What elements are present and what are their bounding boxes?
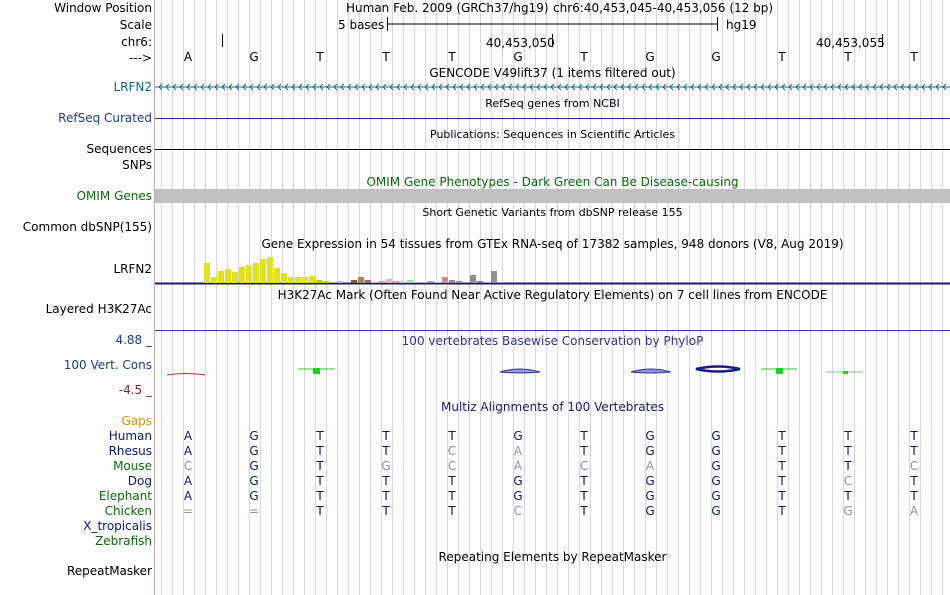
alignment-base: A <box>645 459 655 473</box>
reference-base: T <box>448 50 456 64</box>
repeatmasker-label[interactable]: RepeatMasker <box>66 564 152 578</box>
snps-label[interactable]: SNPs <box>122 158 152 172</box>
dbsnp-track-title[interactable]: Short Genetic Variants from dbSNP release 155 <box>422 206 683 219</box>
alignment-base: C <box>447 459 457 473</box>
publications-track-title[interactable]: Publications: Sequences in Scientific Articles <box>430 128 675 141</box>
window-position-label: Window Position <box>54 1 152 15</box>
h3k27ac-label[interactable]: Layered H3K27Ac <box>45 302 152 316</box>
alignment-base: C <box>909 459 919 473</box>
alignment-base: A <box>513 459 523 473</box>
omim-track-title[interactable]: OMIM Gene Phenotypes - Dark Green Can Be Disease-causing <box>366 175 739 189</box>
alignment-base: T <box>316 504 324 518</box>
species-rhesus-label[interactable]: Rhesus <box>108 444 152 458</box>
species-xtropicalis-label[interactable]: X_tropicalis <box>83 519 152 533</box>
alignment-base: T <box>778 474 786 488</box>
alignment-base: T <box>844 459 852 473</box>
alignment-base: T <box>910 474 918 488</box>
species-zebrafish-label[interactable]: Zebrafish <box>95 534 152 548</box>
alignment-base: T <box>844 489 852 503</box>
alignment-base: G <box>711 444 721 458</box>
scale-db-label: hg19 <box>726 18 757 32</box>
alignment-base: G <box>249 459 259 473</box>
alignment-base: G <box>645 489 655 503</box>
alignment-base: T <box>382 474 390 488</box>
alignment-base: T <box>580 489 588 503</box>
alignment-base: G <box>249 444 259 458</box>
reference-base: G <box>513 50 523 64</box>
alignment-base: G <box>711 459 721 473</box>
alignment-base: T <box>844 429 852 443</box>
alignment-base: G <box>711 429 721 443</box>
alignment-base: T <box>844 444 852 458</box>
alignment-base: T <box>448 429 456 443</box>
alignment-base: T <box>580 474 588 488</box>
alignment-base: = <box>182 504 194 518</box>
alignment-base: T <box>580 504 588 518</box>
alignment-base: T <box>382 504 390 518</box>
alignment-base: T <box>448 474 456 488</box>
gaps-label[interactable]: Gaps <box>121 414 152 428</box>
alignment-base: A <box>909 504 919 518</box>
alignment-base: A <box>513 444 523 458</box>
alignment-base: T <box>778 504 786 518</box>
alignment-base: T <box>778 429 786 443</box>
reference-base: A <box>183 50 193 64</box>
phylop-max-label: 4.88 _ <box>115 333 152 347</box>
alignment-base: C <box>447 444 457 458</box>
gencode-track-title[interactable]: GENCODE V49lift37 (1 items filtered out) <box>429 66 676 80</box>
alignment-base: T <box>382 444 390 458</box>
alignment-base: T <box>580 429 588 443</box>
scale-bar-label: 5 bases <box>338 18 385 32</box>
alignment-base: C <box>183 459 193 473</box>
alignment-base: T <box>316 444 324 458</box>
alignment-base: G <box>645 474 655 488</box>
refseq-track-title[interactable]: RefSeq genes from NCBI <box>485 97 620 110</box>
species-human-label[interactable]: Human <box>108 429 152 443</box>
alignment-base: C <box>513 504 523 518</box>
repeatmasker-track-title[interactable]: Repeating Elements by RepeatMasker <box>438 550 667 564</box>
alignment-base: G <box>513 474 523 488</box>
alignment-base: T <box>778 489 786 503</box>
multiz-track-title[interactable]: Multiz Alignments of 100 Vertebrates <box>440 400 665 414</box>
position-text: chr6:40,453,045-40,453,056 (12 bp) <box>553 1 774 15</box>
phylop-signal[interactable] <box>155 0 950 400</box>
h3k27ac-track-title[interactable]: H3K27Ac Mark (Often Found Near Active Regulatory Elements) on 7 cell lines from ENCODE <box>277 288 828 302</box>
alignment-base: G <box>381 459 391 473</box>
alignment-base: G <box>645 429 655 443</box>
alignment-base: G <box>249 429 259 443</box>
alignment-base: T <box>910 489 918 503</box>
refseq-curated-label[interactable]: RefSeq Curated <box>58 111 152 125</box>
track-area[interactable] <box>155 0 950 595</box>
alignment-base: G <box>513 489 523 503</box>
species-elephant-label[interactable]: Elephant <box>98 489 152 503</box>
gencode-gene-label[interactable]: LRFN2 <box>113 80 152 94</box>
coordinate-tick-2: 40,453,055 <box>816 36 885 50</box>
chromosome-label: chr6: <box>121 35 152 49</box>
alignment-base: C <box>579 459 589 473</box>
species-mouse-label[interactable]: Mouse <box>113 459 152 473</box>
reference-base: T <box>316 50 324 64</box>
alignment-base: T <box>382 489 390 503</box>
reference-base: T <box>844 50 852 64</box>
alignment-base: G <box>513 429 523 443</box>
gtex-gene-label[interactable]: LRFN2 <box>113 262 152 276</box>
alignment-base: T <box>448 489 456 503</box>
alignment-base: T <box>778 444 786 458</box>
alignment-base: T <box>778 459 786 473</box>
reference-base: T <box>382 50 390 64</box>
phylop-track-title[interactable]: 100 vertebrates Basewise Conservation by PhyloP <box>401 334 704 348</box>
alignment-base: A <box>183 444 193 458</box>
strand-arrow-label: ---> <box>128 51 152 65</box>
reference-base: T <box>580 50 588 64</box>
alignment-base: T <box>316 459 324 473</box>
alignment-base: T <box>910 429 918 443</box>
alignment-base: T <box>448 504 456 518</box>
reference-base: T <box>778 50 786 64</box>
alignment-base: G <box>711 504 721 518</box>
alignment-base: T <box>580 444 588 458</box>
alignment-base: G <box>645 504 655 518</box>
alignment-base: C <box>843 474 853 488</box>
track-labels-panel <box>0 0 154 595</box>
coordinate-tick-1: 40,453,050 <box>486 36 555 50</box>
species-dog-label[interactable]: Dog <box>127 474 152 488</box>
assembly-text: Human Feb. 2009 (GRCh37/hg19) <box>346 1 549 15</box>
alignment-base: G <box>249 474 259 488</box>
alignment-base: G <box>645 444 655 458</box>
alignment-base: T <box>910 444 918 458</box>
alignment-base: G <box>843 504 853 518</box>
vert-cons-label[interactable]: 100 Vert. Cons <box>63 358 152 372</box>
gtex-track-title[interactable]: Gene Expression in 54 tissues from GTEx RNA-seq of 17382 samples, 948 donors (V8, Aug 2019) <box>261 237 844 251</box>
scale-label: Scale <box>119 18 152 32</box>
reference-base: T <box>910 50 918 64</box>
alignment-base: = <box>248 504 260 518</box>
sequences-label[interactable]: Sequences <box>86 142 152 156</box>
phylop-min-label: -4.5 _ <box>118 383 152 397</box>
alignment-base: A <box>183 474 193 488</box>
alignment-base: T <box>316 429 324 443</box>
reference-base: G <box>711 50 721 64</box>
species-chicken-label[interactable]: Chicken <box>104 504 152 518</box>
alignment-base: G <box>249 489 259 503</box>
alignment-base: G <box>711 474 721 488</box>
alignment-base: T <box>316 474 324 488</box>
reference-base: G <box>645 50 655 64</box>
alignment-base: T <box>316 489 324 503</box>
alignment-base: A <box>183 429 193 443</box>
alignment-base: A <box>183 489 193 503</box>
omim-genes-label[interactable]: OMIM Genes <box>76 189 152 203</box>
alignment-base: T <box>382 429 390 443</box>
common-dbsnp-label[interactable]: Common dbSNP(155) <box>22 220 152 234</box>
alignment-base: G <box>711 489 721 503</box>
reference-base: G <box>249 50 259 64</box>
